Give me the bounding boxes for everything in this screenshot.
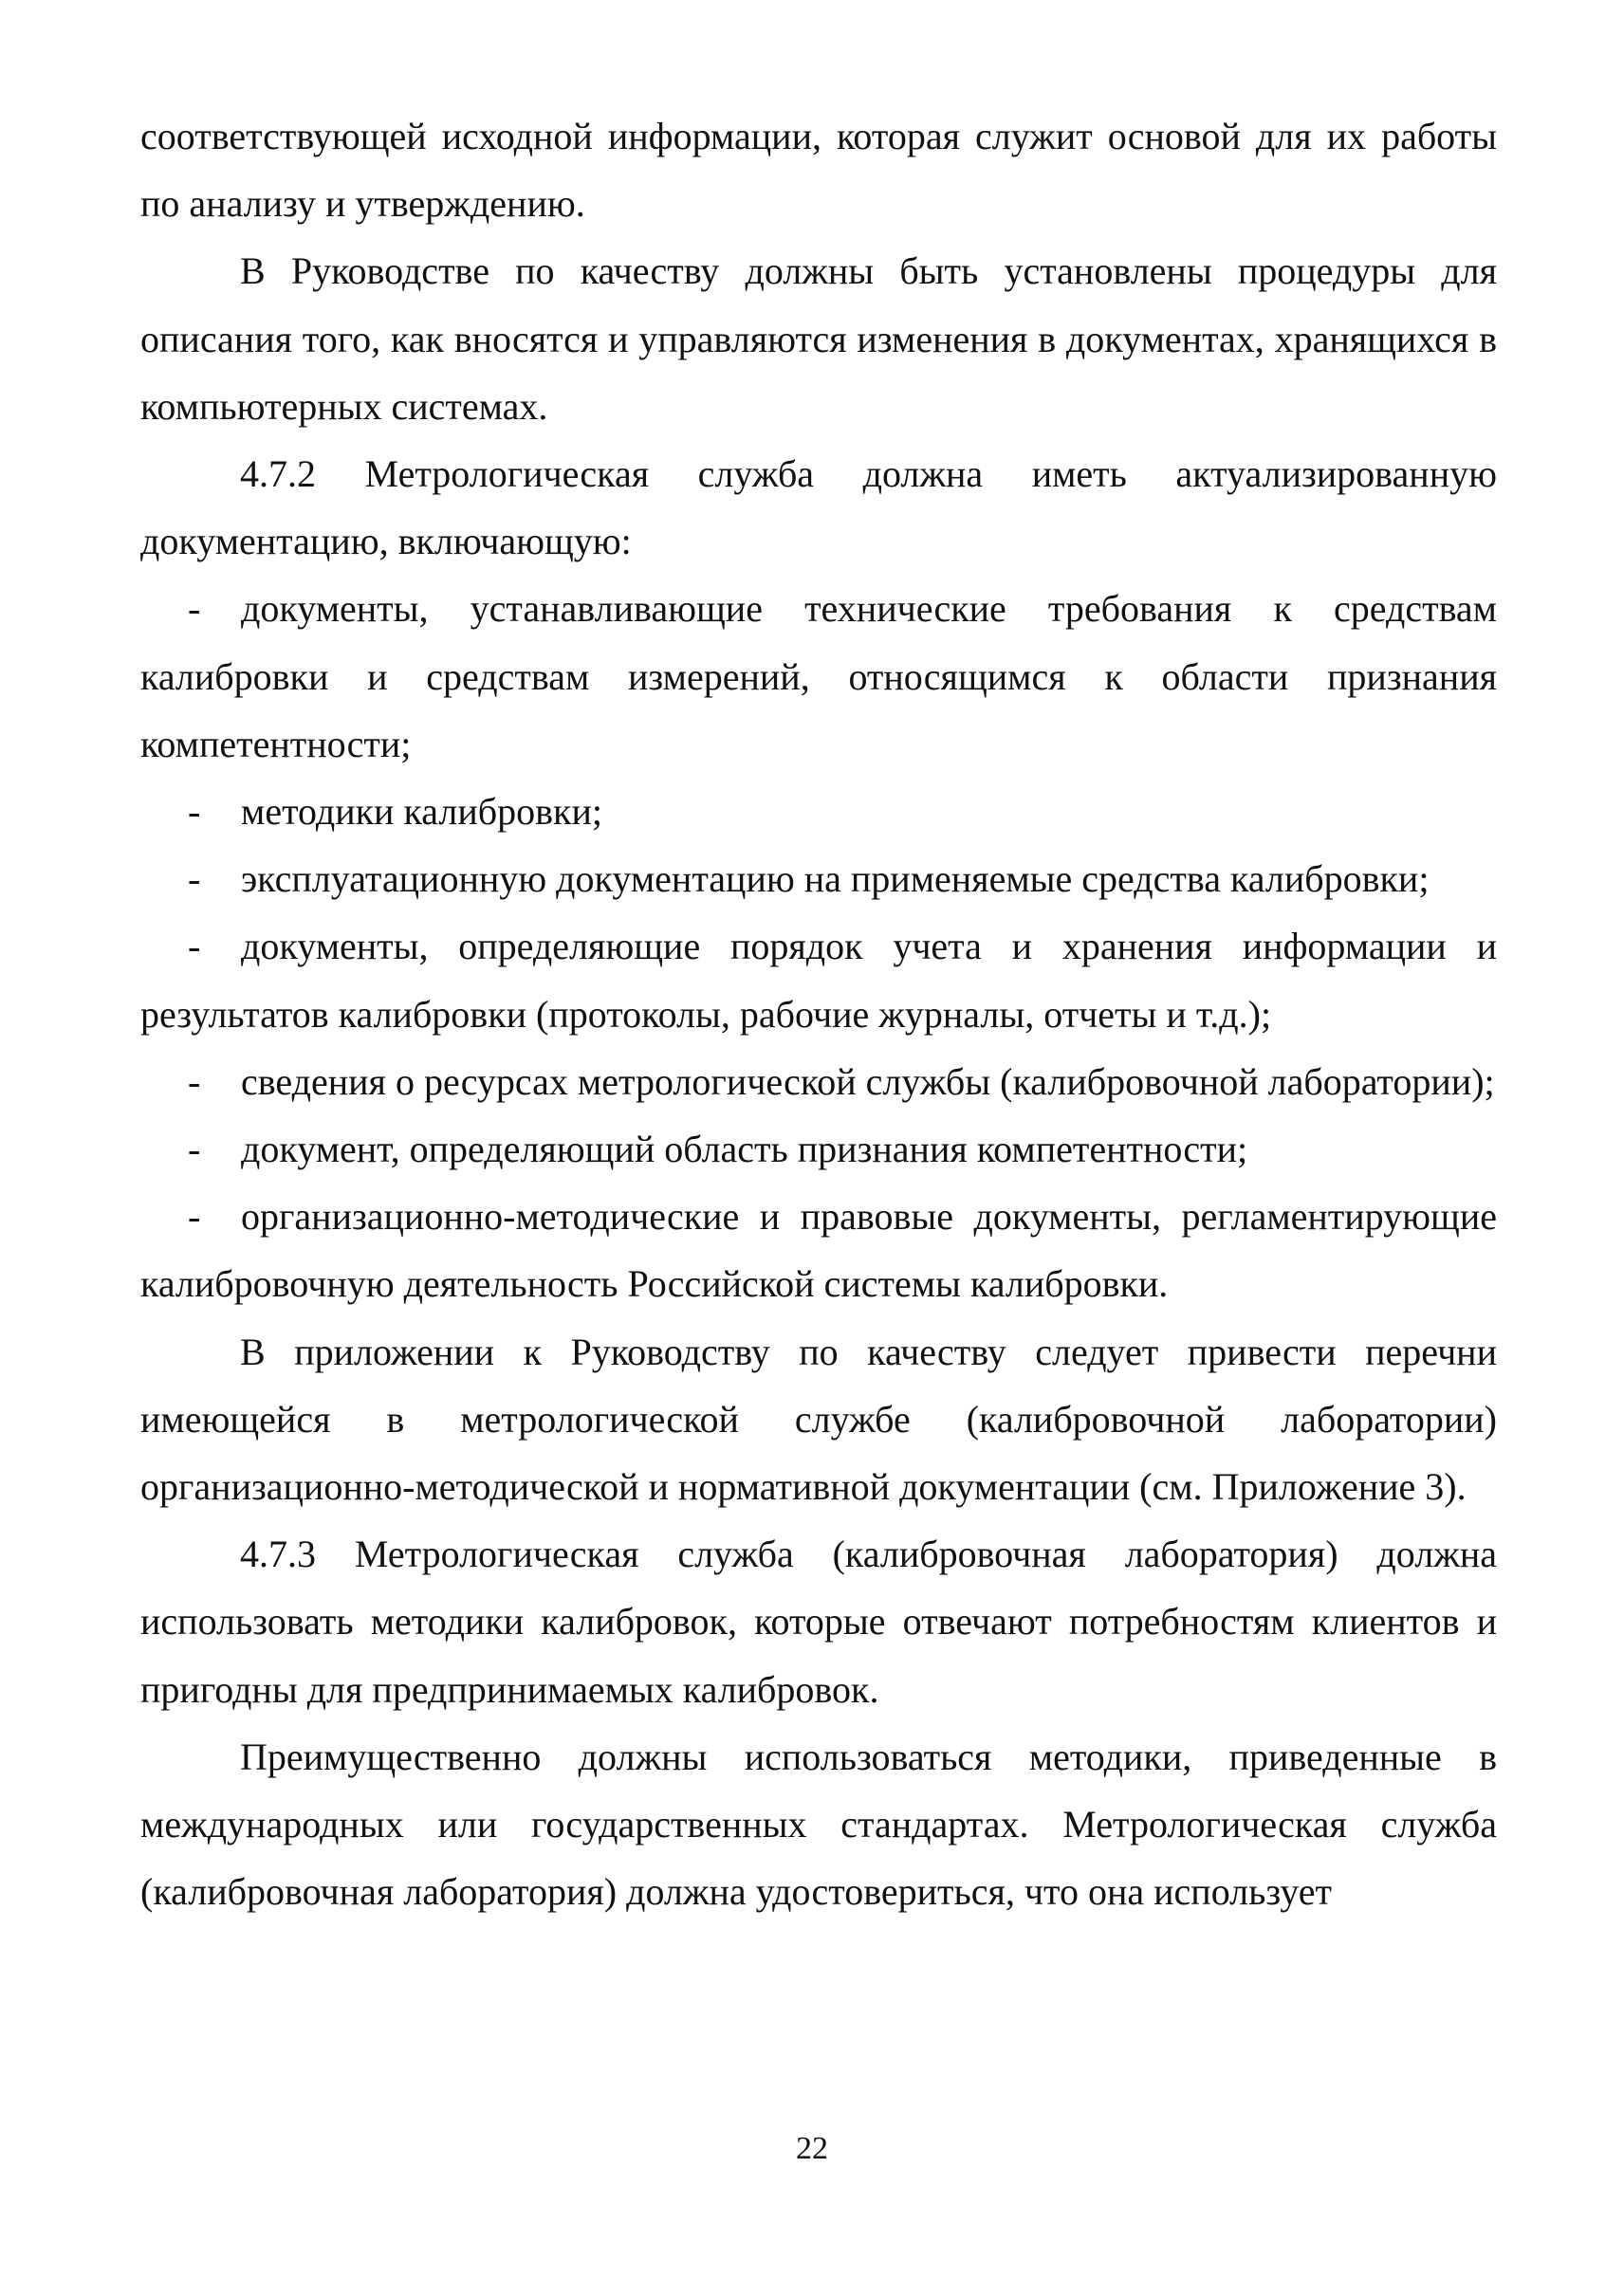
list-item [140,1183,1497,1317]
list-item [140,845,1497,912]
page-number: 22 [796,2131,828,2166]
list-item-text: эксплуатационную документацию на применяемые средства калибровки; [241,857,1430,901]
list-item-text: методики калибровки; [241,790,602,834]
list-item-text: организационно-методические и правовые документы, регламентирующие калибровочную деятельность Российской системы калибровки. [140,1195,1497,1306]
list-dash: - [188,857,201,901]
list-item [140,1115,1497,1183]
list-item-text: сведения о ресурсах метрологической службы (калибровочной лаборатории); [241,1059,1495,1103]
paragraph-standards-methods: Преимущественно должны использоваться методики, приведенные в международных или государственных стандартах. Метрологическая служба (калибровочная лаборатория) должна удостовериться, что она использует [140,1735,1497,1914]
paragraph-appendix-reference: В приложении к Руководству по качеству следует привести перечни имеющейся в метрологической службе (калибровочной лаборатории) организационно-методической и нормативной документации (см. Приложение 3). [140,1330,1497,1509]
list-dash: - [188,790,201,834]
list-dash: - [188,1128,201,1171]
paragraph-continuation: соответствующей исходной информации, которая служит основой для их работы по анализу и утверждению. [140,115,1497,226]
list-item [140,575,1497,778]
paragraph-quality-manual-procedures: В Руководстве по качеству должны быть установлены процедуры для описания того, как вносятся и управляются изменения в документах, хранящихся в компьютерных системах. [140,249,1497,428]
list-item-text: документы, устанавливающие технические требования к средствам калибровки и средствам измерений, относящимся к области признания компетентности; [140,587,1497,765]
paragraph-section-4-7-2: 4.7.2 Метрологическая служба должна иметь актуализированную документацию, включающую: [140,452,1497,563]
paragraph-section-4-7-3: 4.7.3 Метрологическая служба (калибровочная лаборатория) должна использовать методики калибровок, которые отвечают потребностям клиентов и пригодны для предпринимаемых калибровок. [140,1533,1497,1711]
list-item [140,912,1497,1047]
list-dash: - [188,587,201,631]
list-dash: - [188,1195,201,1239]
list-dash: - [188,1059,201,1103]
list-item-text: документ, определяющий область признания компетентности; [241,1128,1248,1171]
list-dash: - [188,925,201,968]
list-item [140,1048,1497,1115]
list-item [140,778,1497,845]
document-page [140,102,1497,1925]
list-item-text: документы, определяющие порядок учета и хранения информации и результатов калибровки (протоколы, рабочие журналы, отчеты и т.д.); [140,925,1497,1036]
